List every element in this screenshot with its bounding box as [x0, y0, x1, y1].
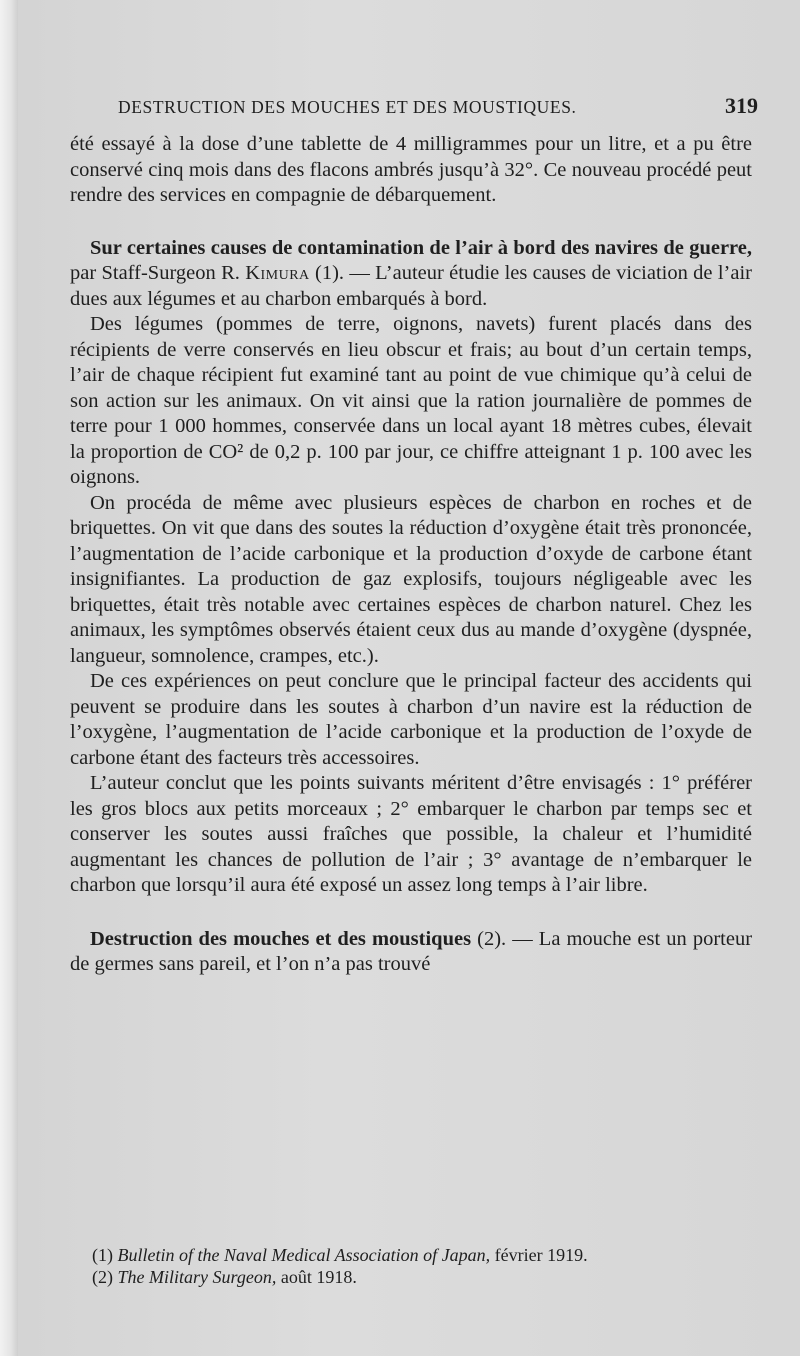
footnote-date: août 1918.	[276, 1267, 357, 1287]
paragraph-continuation: été essayé à la dose d’une tablette de 4 milligrammes pour un litre, et a pu être conservé cinq mois dans des flacons ambrés jusqu’à 32°. Ce nouveau procédé peut rendre des services en compagnie de débarquement.	[70, 133, 752, 206]
footnote-journal: Bulletin of the Naval Medical Association of Japan,	[117, 1245, 491, 1265]
footnote-number: (1)	[92, 1245, 118, 1265]
footnote-1	[70, 1244, 752, 1266]
footnote-number: (2)	[92, 1267, 118, 1287]
footnotes	[70, 1244, 752, 1288]
footnote-2	[70, 1266, 752, 1288]
section-text: L’auteur étudie les causes de viciation de l’air dues aux légumes et au charbon embarqués à bord.	[70, 262, 752, 310]
running-title: DESTRUCTION DES MOUCHES ET DES MOUSTIQUES.	[118, 97, 577, 117]
footnote-reference: (2). —	[471, 927, 539, 950]
author-name: Kimura	[245, 262, 310, 284]
footnote-reference: (1). —	[309, 262, 376, 284]
footnote-journal: The Military Surgeon,	[117, 1267, 277, 1287]
section-flies-mosquitoes	[70, 927, 752, 978]
book-spine-edge	[0, 0, 18, 1356]
footnote-date: février 1919.	[490, 1245, 588, 1265]
section-air-contamination	[70, 236, 752, 313]
paragraph-vegetables: Des légumes (pommes de terre, oignons, navets) furent placés dans des récipients de verre conservés en lieu obscur et frais; au bout d’un certain temps, l’air de chaque récipient fut examiné tant au point de vue chimique qu’à celui de son action sur les animaux. On vit ainsi que la ration journalière de pommes de terre pour 1 000 hommes, conservée dans un local ayant 18 mètres cubes, élevait la proportion de CO² de 0,2 p. 100 par jour, ce chiffre atteignant 1 p. 100 avec les oignons.	[70, 313, 752, 488]
page-body	[70, 132, 752, 978]
paragraph-coal: On procéda de même avec plusieurs espèces de charbon en roches et de briquettes. On vit que dans des soutes la réduction d’oxygène était très prononcée, l’augmentation de l’acide carbonique et la production d’oxyde de carbone étant insignifiantes. La production de gaz explosifs, toujours négligeable avec les briquettes, était très notable avec certaines espèces de charbon naturel. Chez les animaux, les symptômes observés étaient ceux dus au mande d’oxygène (dyspnée, langueur, somnolence, crampes, etc.).	[70, 491, 752, 667]
page-number: 319	[725, 93, 758, 118]
section-text: La mouche est un porteur de germes sans pareil, et l’on n’a pas trouvé	[70, 927, 753, 975]
paragraph-conclusion: De ces expériences on peut conclure que le principal facteur des accidents qui peuvent se produire dans les soutes à charbon d’un navire est la réduction de l’oxygène, l’augmentation de l’acide carbonique et la production de l’oxyde de carbone étant des facteurs très accessoires.	[70, 670, 752, 769]
paragraph-recommendations: L’auteur conclut que les points suivants méritent d’être envisagés : 1° préférer les gros blocs aux petits morceaux ; 2° embarquer le charbon par temps sec et conserver les soutes aussi fraîches que possible, la chaleur et l’humidité augmentant les chances de pollution de l’air ; 3° avantage de n’embarquer le charbon que lorsqu’il aura été exposé un assez long temps à l’air libre.	[70, 772, 752, 896]
section-title: Sur certaines causes de contamination de l’air à bord des navires de guerre,	[90, 236, 752, 259]
byline-text: par Staff-Surgeon R.	[70, 262, 246, 284]
section-title: Destruction des mouches et des moustiques	[90, 927, 472, 950]
